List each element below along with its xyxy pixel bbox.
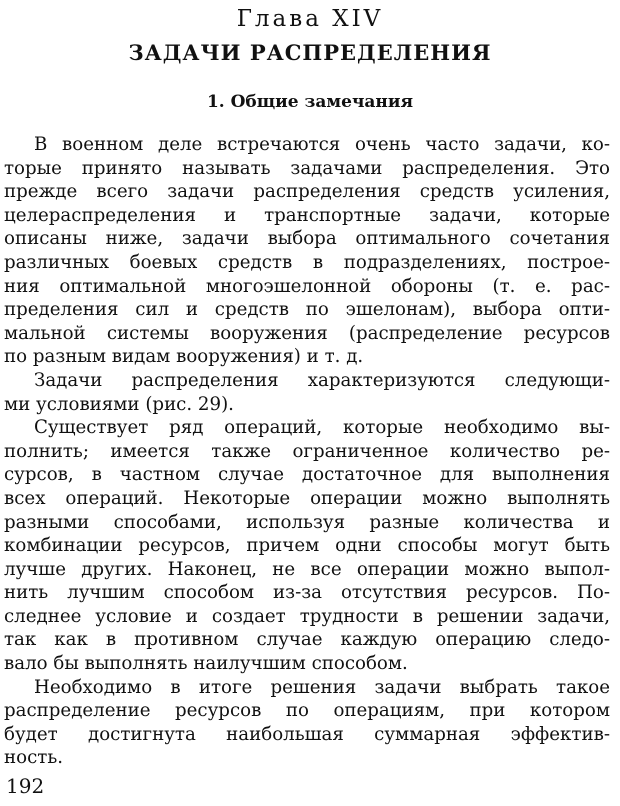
text-line: так как в противном случае каждую операцию следо- <box>4 629 610 651</box>
text-line: лучше других. Наконец, не все операции можно выпол- <box>4 558 610 580</box>
text-line: описаны ниже, задачи выбора оптимального сочетания <box>4 228 610 250</box>
text-line: распределение ресурсов по операциям, при котором <box>4 700 610 722</box>
text-line: сурсов, в частном случае достаточное для выполнения <box>4 464 610 486</box>
chapter-title: ЗАДАЧИ РАСПРЕДЕЛЕНИЯ <box>128 40 492 65</box>
text-line: различных боевых средств в подразделениях, построе- <box>4 251 610 273</box>
text-line: целераспределения и транспортные задачи, которые <box>4 204 610 226</box>
text-line: полнить; имеется также ограниченное количество ре- <box>4 440 610 462</box>
chapter-label: Глава XIV <box>236 6 384 32</box>
text-line: ность. <box>4 747 64 769</box>
text-line: пределения сил и средств по эшелонам), выбора опти- <box>4 299 610 321</box>
section-title: 1. Общие замечания <box>206 92 414 112</box>
text-line: по разным видам вооружения) и т. д. <box>4 346 364 368</box>
text-line: вало бы выполнять наилучшим способом. <box>4 653 408 675</box>
text-line: ния оптимальной многоэшелонной обороны (т. е. рас- <box>4 275 610 297</box>
body-text <box>4 133 610 770</box>
text-line: всех операций. Некоторые операции можно выполнять <box>4 487 610 509</box>
page-number: 192 <box>6 774 45 798</box>
text-line: следнее условие и создает трудности в решении задачи, <box>4 605 610 627</box>
text-line: будет достигнута наибольшая суммарная эффектив- <box>4 723 610 745</box>
text-line: ми условиями (рис. 29). <box>4 393 234 415</box>
text-line: комбинации ресурсов, причем одни способы могут быть <box>4 535 610 557</box>
text-line: разными способами, используя разные количества и <box>4 511 610 533</box>
text-line: Необходимо в итоге решения задачи выбрать такое <box>34 676 610 698</box>
text-line: Задачи распределения характеризуются следующи- <box>34 369 610 391</box>
text-line: прежде всего задачи распределения средств усиления, <box>4 181 610 203</box>
text-line: В военном деле встречаются очень часто задачи, ко- <box>34 134 610 155</box>
text-line: Существует ряд операций, которые необходимо вы- <box>34 417 610 439</box>
text-line: мальной системы вооружения (распределение ресурсов <box>4 322 610 344</box>
text-line: нить лучшим способом из-за отсутствия ресурсов. По- <box>4 582 610 604</box>
text-line: торые принято называть задачами распределения. Это <box>4 157 610 179</box>
